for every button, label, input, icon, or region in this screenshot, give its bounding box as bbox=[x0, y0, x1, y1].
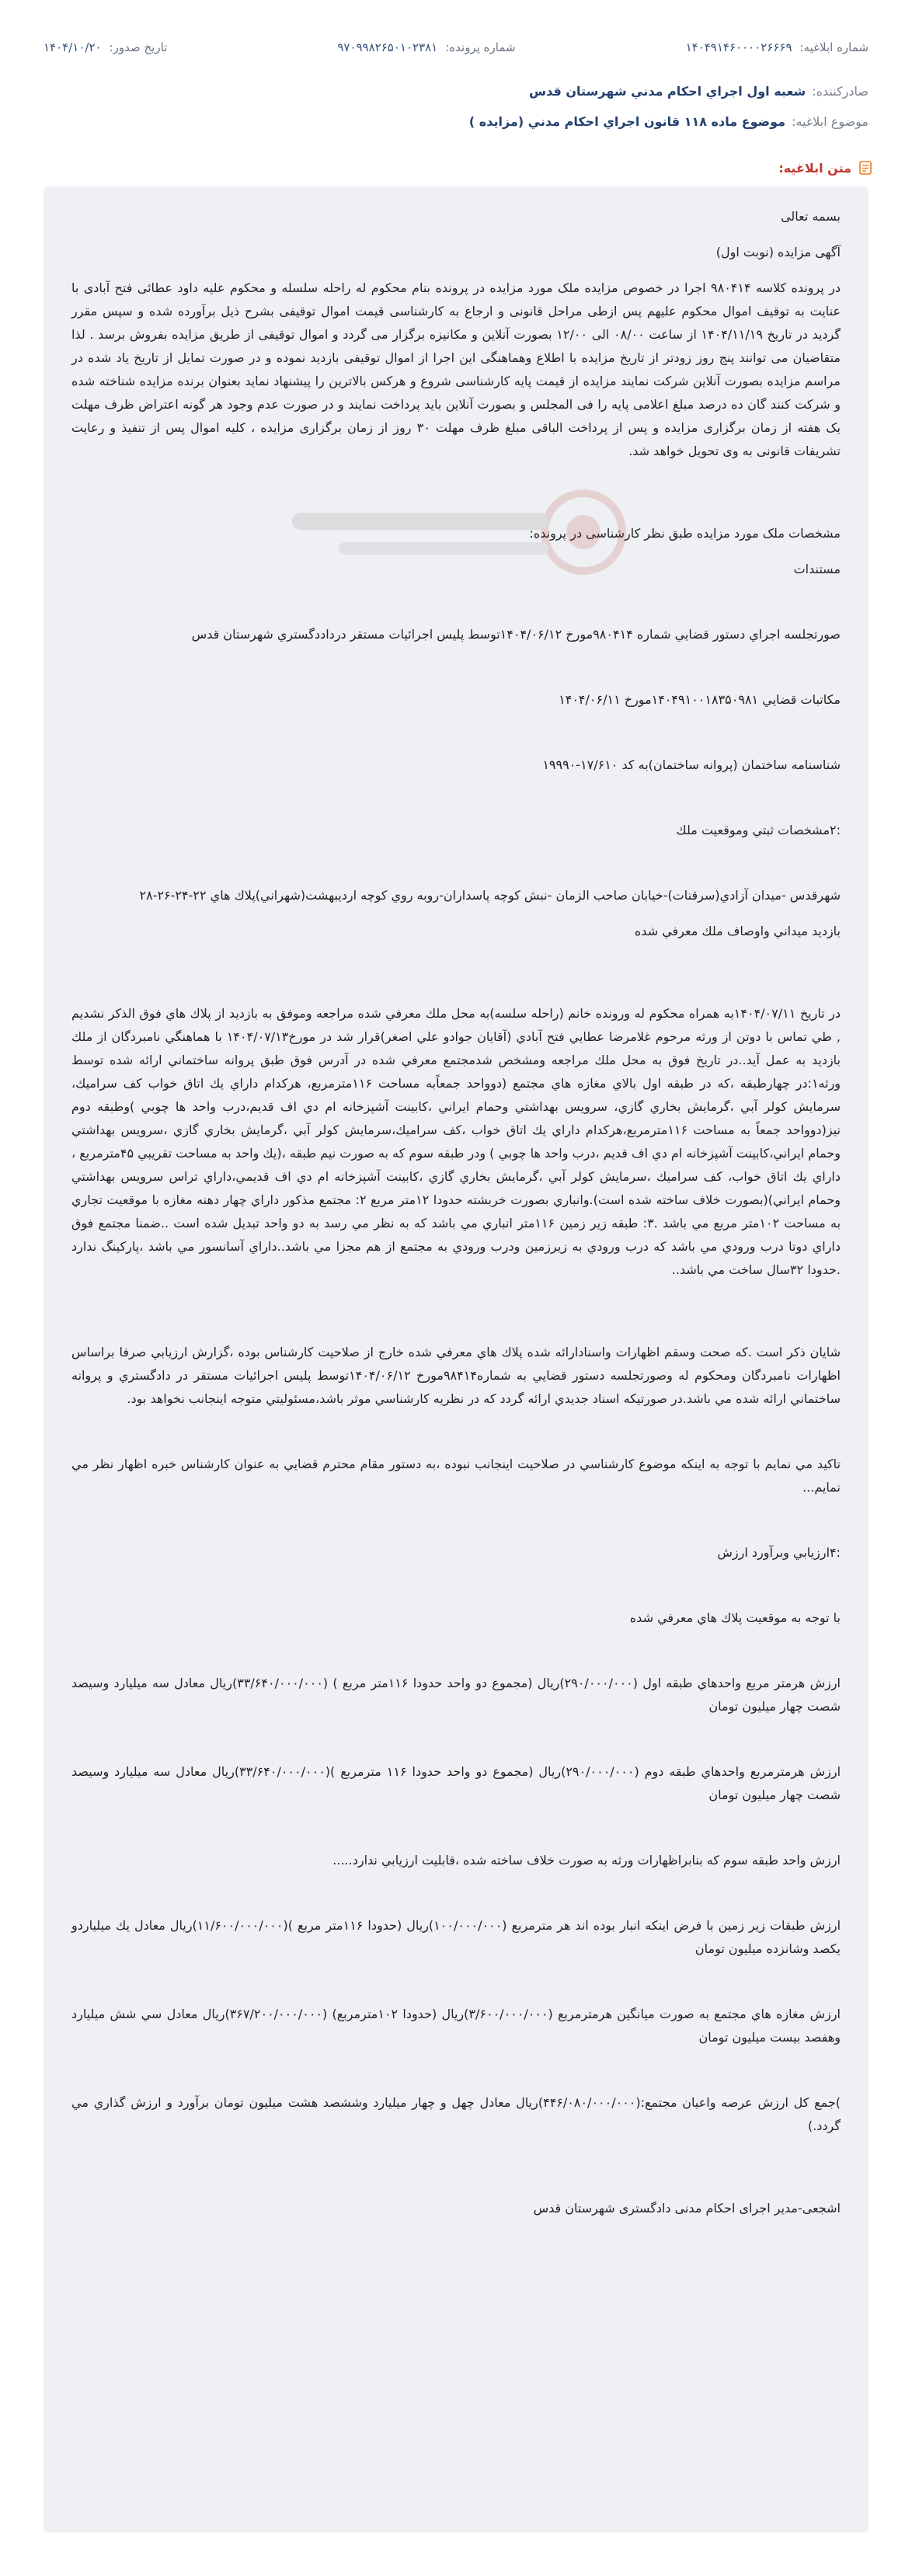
notice-text-title: متن ابلاغیه: bbox=[778, 160, 851, 176]
body-document-item: شناسنامه ساختمان (پروانه ساختمان)به کد ۱۷/۶۱۰-۱۹۹۹۰ bbox=[542, 757, 841, 772]
document-icon bbox=[858, 160, 873, 176]
body-paragraph: شايان ذكر است .كه صحت وسقم اظهارات واسناد‌ارائه شده پلاك هاي معرفي شده خارج از صلاحيت كارشناس بوده ،گزارش ارزيابي صرفا براساس اظهارات نامبردگان ومحكوم له وصورتجلسه دستور قضايي به شماره۹۸۴۱۴مورخ ۱۴۰۴/۰۶/۱۲توسط پليس اجرائيات مستقر در دادگستري و پروانه ساختماني ارائه شده مي باشد.در صورتيكه اسناد جديدي ارائه گردد كه در نظريه كارشناسي موثر باشد،مسئوليتي متوجه اينجانب نخواهد بود. bbox=[71, 1345, 841, 1406]
subject-row bbox=[0, 114, 912, 129]
case-number-value: ۹۷۰۹۹۸۲۶۵۰۱۰۲۳۸۱ bbox=[337, 40, 438, 54]
body-documents-heading: مستندات bbox=[793, 562, 841, 576]
body-specs-heading: مشخصات ملک مورد مزایده طبق نظر کارشناسی در پرونده: bbox=[529, 526, 841, 541]
case-number bbox=[337, 40, 515, 54]
body-basmala: بسمه تعالی bbox=[781, 209, 841, 224]
body-paragraph: تاكيد مي نمايم با توجه به اينكه موضوع كارشناسي در صلاحيت اينجانب نبوده ،به دستور مقام محترم قضايي به عنوان كارشناس خبره اظهار نظر مي نمايم... bbox=[71, 1457, 841, 1495]
notice-number-label: شماره ابلاغیه: bbox=[799, 40, 868, 54]
body-paragraph: در پرونده کلاسه ۹۸۰۴۱۴ اجرا در خصوص مزایده ملک مورد مزایده در پرونده بنام محکوم له راحله سلسله و محکوم علیه داود عطائی فتح آبادی با عنایت به توقیف اموال محکوم علیهم پس ازطی مراحل قانونی و ارجاع به کارشناسی قیمت اموال توقیفی بشرح ذیل برآورده شده و سپس مقرر گردید در تاریخ ۱۴۰۴/۱۱/۱۹ از ساعت ۰۸/۰۰ الی ۱۲/۰۰ بصورت آنلاین و مکانیزه برگزار می گردد و اموال توقیفی از طریق مزایده بفروش برسد . لذا متقاضیان می توانند پنج روز زودتر از تاریخ مزایده با اطلاع وهماهنگی این اجرا از اموال توقیفی بازدید نموده و در صورت تمایل از تاریخ یاد شده در مراسم مزایده بصورت آنلاین شرکت نمایند مزایده از قیمت پایه کارشناسی شروع و هرکس بالاترین را پیشنهاد نماید بعنوان برنده مزایده شناخته شده و شرکت کنند گان ده درصد مبلغ اعلامی پایه را فی المجلس و بصورت آنلاین باید پرداخت نمایند و در صورت عدم وجود هر گونه اعتراض ظرف مهلت یک هفته از زمان برگزاری مزایده و پس از پرداخت الباقی مبلغ ظرف مهلت ۳۰ روز از زمان برگزاری مزایده ، کلیه اموال پس از تنفیذ و رعایت تشریفات قانونی به وی تحویل خواهد شد. bbox=[71, 280, 841, 458]
body-address: شهرقدس -ميدان آزادي(سرقنات)-خيابان صاحب الزمان -نبش كوچه پاسداران-روبه روي كوچه ارديبهشت(شهراني)پلاك هاي ۲۲-۲۴-۲۶-۲۸ bbox=[139, 888, 841, 903]
body-valuation-item: ارزش طبقات زير زمين با فرض اينكه انبار بوده اند هر مترمربع (۱۰۰/۰۰۰/۰۰۰)ريال (حدودا ۱۱۶متر مربع )(۱۱/۶۰۰/۰۰۰/۰۰۰)ريال معادل يك ميلياردو يكصد وشانزده ميليون تومان bbox=[71, 1918, 841, 1956]
issue-date-label: تاریخ صدور: bbox=[109, 40, 168, 54]
body-paragraph: با توجه به موقعيت پلاك هاي معرفي شده bbox=[629, 1610, 841, 1625]
notice-number bbox=[686, 40, 868, 54]
body-section-heading: :۲مشخصات ثبتي وموقعيت ملك bbox=[676, 823, 841, 837]
issuer-label: صادرکننده: bbox=[812, 84, 868, 99]
body-section-heading: :۴ارزيابي وبرآورد ارزش bbox=[717, 1545, 841, 1560]
body-auction-title: آگهی مزایده (نوبت اول) bbox=[715, 245, 841, 259]
notice-number-value: ۱۴۰۴۹۱۴۶۰۰۰۰۲۶۶۶۹ bbox=[685, 40, 792, 54]
case-number-label: شماره پرونده: bbox=[445, 40, 516, 54]
issuer-value: شعبه اول اجراي احكام مدني شهرستان قدس bbox=[529, 84, 806, 99]
body-section-heading: بازديد ميداني واوصاف ملك معرفي شده bbox=[634, 924, 841, 938]
body-valuation-item: ارزش هرمترمربع واحدهاي طبقه دوم (۲۹۰/۰۰۰/۰۰۰)ريال (مجموع دو واحد حدودا ۱۱۶ مترمربع )(۳۳/۶۴۰/۰۰۰/۰۰۰)ريال معادل سه ميليارد وسيصد شصت چهار ميليون تومان bbox=[71, 1764, 841, 1802]
body-document-item: مکاتبات قضايي ۱۴۰۴۹۱۰۰۱۸۳۵۰۹۸۱مورخ ۱۴۰۴/۰۶/۱۱ bbox=[559, 692, 841, 707]
body-document-item: صورتجلسه اجراي دستور قضايي شماره ۹۸۰۴۱۴مورخ ۱۴۰۴/۰۶/۱۲توسط پليس اجرائيات مستقر درداددگستري شهرستان قدس bbox=[191, 627, 841, 642]
issue-date-value: ۱۴۰۴/۱۰/۲۰ bbox=[44, 40, 102, 54]
body-valuation-item: ارزش مغازه هاي مجتمع به صورت ميانگين هرمترمربع (۳/۶۰۰/۰۰۰/۰۰۰)ريال (حدودا ۱۰۲مترمربع) (۳۶۷/۲۰۰/۰۰۰/۰۰۰)ريال معادل سي شش ميليارد وهفصد بيست ميليون تومان bbox=[71, 2007, 841, 2045]
body-paragraph: در تاریخ ۱۴۰۴/۰۷/۱۱به همراه محكوم له ورونده خانم (راحله سلسه)به محل ملك معرفي شده مراجعه وموفق به بازديد از پلاك هاي فوق الذكر نشديم , طي تماس با دوتن از ورثه مرحوم غلامرضا عطایي فتح آبادي (آقايان جوادو علي اصغر)قرار شد در مورخ۱۴۰۴/۰۷/۱۳ با هماهنگي نامبردگان از ملك بازديد به عمل آيد..در تاريخ فوق به محل ملك مراجعه ومشخص شدمجتمع معرفي شده در آدرس فوق طبق پروانه ساختماني ارائه شده توسط ورثه۱:در چهارطبقه ،كه در طبقه اول بالاي مغازه هاي مجتمع (دوواحد جمعاًبه مساحت ۱۱۶مترمربع، هركدام داراي يك اتاق خواب كف سراميك، سرمايش كولر آبي ،گرمايش بخاري گازي، سرويس بهداشتي وحمام ايراني ،كابينت آشپزخانه ام دي اف قديم،درب واحد ها چوبي )وطبقه دوم نيز(دوواحد جمعاً به مساحت ۱۱۶مترمربع،هركدام داراي يك اتاق خواب ،كف سراميك،سرمايش كولر آبي ،گرمايش بخاري گازي ،سرويس بهداشتي وحمام ايراني،كابينت آشپزخانه ام دي اف قديم ،درب واحد ها چوبي ) ودر طبقه سوم كه به صورت نيم طبقه ،(يك واحد به مساحت تقريبي ۴۵مترمربع ، داراي يك اتاق خواب، كف سراميك ،سرمايش كولر آبي ،گرمايش بخاري گازي ،كابينت آشپزخانه ام دي اف قديمي،داراي تراس سرويس بهداشتي وحمام ايراني)(بصورت خلاف ساخته شده است).وانباري بصورت خربشته حدودا ۱۲متر مربع ۲: مجتمع مذكور داراي چهار دهنه مغازه با موقعيت تجاري به مساحت ۱۰۲متر مربع مي باشد .۳: طبقه زير زمين ۱۱۶متر انباري مي باشد كه به نظر مي رسد به دو واحد تبديل شده است ..ضمنا مجتمع فوق داراي دوتا درب ورودي مي باشد كه درب ورودي به زيرزمين ودرب ورودي به مجتمع از هم مجزا مي باشد..داراي آسانسور مي باشد ،پاركينگ ندارد .حدودا ۳۲سال ساخت مي باشد.. bbox=[71, 1006, 841, 1277]
issue-date bbox=[44, 40, 167, 54]
issuer-row bbox=[0, 84, 912, 99]
notice-body bbox=[44, 186, 868, 2220]
body-valuation-total: )جمع كل ارزش عرصه واعيان مجتمع:(۴۴۶/۰۸۰/۰۰۰/۰۰۰)ريال معادل چهل و چهار ميليارد وششصد هشت ميليون تومان برآورد و ارزش گذاري مي گردد.) bbox=[71, 2095, 841, 2133]
subject-label: موضوع ابلاغیه: bbox=[792, 114, 868, 129]
body-valuation-item: ارزش واحد طبقه سوم كه بنابراظهارات ورثه به صورت خلاف ساخته شده ،قابليت ارزيابي ندارد..... bbox=[332, 1853, 841, 1868]
notice-text-header bbox=[0, 160, 873, 176]
subject-value: موضوع ماده ۱۱۸ قانون اجراي احكام مدني (مزايده ) bbox=[468, 114, 786, 129]
body-valuation-item: ارزش هرمتر مربع واحدهاي طبقه اول (۲۹۰/۰۰۰/۰۰۰)ريال (مجموع دو واحد حدودا ۱۱۶متر مربع ) (۳۳/۶۴۰/۰۰۰/۰۰۰)ريال معادل سه ميليارد وسيصد شصت چهار ميليون تومان bbox=[71, 1676, 841, 1714]
notice-text-box bbox=[44, 186, 868, 2532]
body-signature: اشجعی-مدیر اجرای احکام مدنی دادگستری شهرستان قدس bbox=[533, 2201, 841, 2216]
meta-row bbox=[0, 0, 912, 54]
